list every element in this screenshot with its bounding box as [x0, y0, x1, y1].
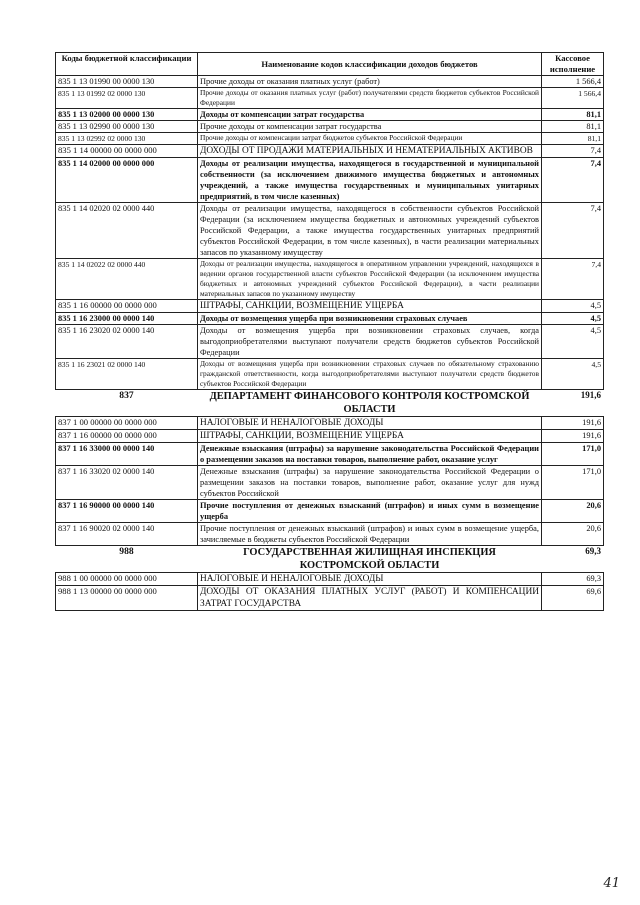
table-row: [56, 313, 604, 325]
row-name: НАЛОГОВЫЕ И НЕНАЛОГОВЫЕ ДОХОДЫ: [198, 417, 542, 430]
row-value: 1 566,4: [542, 76, 604, 88]
table-row: [56, 76, 604, 88]
row-code: 988 1 13 00000 00 0000 000: [56, 586, 198, 611]
department-row: [56, 390, 604, 417]
row-value: 4,5: [542, 313, 604, 325]
row-code: 835 1 13 02992 02 0000 130: [56, 133, 198, 145]
row-value: 7,4: [542, 158, 604, 203]
row-code: 837 1 16 33020 02 0000 140: [56, 466, 198, 500]
row-name: Доходы от возмещения ущерба при возникновении страховых случаев, когда выгодоприобретателями выступают получатели средств бюджетов субъектов Российской Федерации: [198, 325, 542, 359]
row-name: Доходы от реализации имущества, находящегося в оперативном управлении учреждений, находящихся в ведении органов государственной власти субъектов Российской Федерации (за исключением имущества бюджетных и автономных учреждений субъектов Российской Федерации), в части реализации материальных запасов по указанному имуществу: [198, 259, 542, 300]
table-row: [56, 158, 604, 203]
row-name: Прочие доходы от компенсации затрат бюджетов субъектов Российской Федерации: [198, 133, 542, 145]
row-value: 191,6: [542, 390, 604, 417]
table-row: [56, 443, 604, 466]
row-value: 7,4: [542, 145, 604, 158]
row-name: ШТРАФЫ, САНКЦИИ, ВОЗМЕЩЕНИЕ УЩЕРБА: [198, 430, 542, 443]
row-code: 835 1 16 23000 00 0000 140: [56, 313, 198, 325]
budget-income-table: [55, 52, 604, 611]
row-name: Денежные взыскания (штрафы) за нарушение законодательства Российской Федерации о размещении заказов на поставки товаров, выполнение работ, оказание услуг для нужд субъектов Российской: [198, 466, 542, 500]
row-value: 20,6: [542, 500, 604, 523]
table-row: [56, 259, 604, 300]
row-name: ДОХОДЫ ОТ ПРОДАЖИ МАТЕРИАЛЬНЫХ И НЕМАТЕРИАЛЬНЫХ АКТИВОВ: [198, 145, 542, 158]
row-name: Доходы от возмещения ущерба при возникновении страховых случаев: [198, 313, 542, 325]
row-value: 191,6: [542, 417, 604, 430]
row-code: 835 1 16 23020 02 0000 140: [56, 325, 198, 359]
row-value: 171,0: [542, 443, 604, 466]
row-code: 835 1 16 00000 00 0000 000: [56, 300, 198, 313]
row-name: ГОСУДАРСТВЕННАЯ ЖИЛИЩНАЯ ИНСПЕКЦИЯ КОСТРОМСКОЙ ОБЛАСТИ: [198, 546, 542, 573]
row-name: Прочие доходы от оказания платных услуг (работ) получателями средств бюджетов субъектов Российской Федерации: [198, 88, 542, 109]
row-name: НАЛОГОВЫЕ И НЕНАЛОГОВЫЕ ДОХОДЫ: [198, 573, 542, 586]
row-name: Денежные взыскания (штрафы) за нарушение законодательства Российской Федерации о размещении заказов на поставки товаров, выполнение работ, оказание услуг: [198, 443, 542, 466]
row-value: 81,1: [542, 121, 604, 133]
table-row: [56, 133, 604, 145]
table-row: [56, 325, 604, 359]
table-row: [56, 466, 604, 500]
row-value: 69,3: [542, 546, 604, 573]
row-value: 171,0: [542, 466, 604, 500]
row-name: ШТРАФЫ, САНКЦИИ, ВОЗМЕЩЕНИЕ УЩЕРБА: [198, 300, 542, 313]
row-code: 837 1 16 33000 00 0000 140: [56, 443, 198, 466]
row-code: 837 1 00 00000 00 0000 000: [56, 417, 198, 430]
row-code: 835 1 13 01992 02 0000 130: [56, 88, 198, 109]
row-code: 835 1 13 02000 00 0000 130: [56, 109, 198, 121]
row-code: 835 1 14 02020 02 0000 440: [56, 203, 198, 259]
row-code: 988 1 00 00000 00 0000 000: [56, 573, 198, 586]
budget-table-container: [55, 52, 603, 611]
header-value: Кассовое исполнение: [542, 53, 604, 76]
header-name: Наименование кодов классификации доходов бюджетов: [198, 53, 542, 76]
row-name: Прочие доходы от компенсации затрат государства: [198, 121, 542, 133]
row-value: 4,5: [542, 325, 604, 359]
row-value: 69,3: [542, 573, 604, 586]
row-name: Доходы от реализации имущества, находящегося в государственной и муниципальной собственности (за исключением движимого имущества бюджетных и автономных учреждений, а также имущества государственных и муниципальных унитарных предприятий, в том числе казенных): [198, 158, 542, 203]
table-row: [56, 109, 604, 121]
table-row: [56, 359, 604, 390]
row-value: 7,4: [542, 203, 604, 259]
row-code: 837: [56, 390, 198, 417]
row-code: 835 1 14 00000 00 0000 000: [56, 145, 198, 158]
table-row: [56, 88, 604, 109]
table-row: [56, 573, 604, 586]
table-row: [56, 203, 604, 259]
row-value: 7,4: [542, 259, 604, 300]
table-row: [56, 417, 604, 430]
page-number: 41: [603, 876, 620, 891]
row-name: Прочие доходы от оказания платных услуг (работ): [198, 76, 542, 88]
row-code: 835 1 13 02990 00 0000 130: [56, 121, 198, 133]
row-code: 835 1 13 01990 00 0000 130: [56, 76, 198, 88]
row-value: 81,1: [542, 133, 604, 145]
table-row: [56, 523, 604, 546]
row-code: 835 1 14 02000 00 0000 000: [56, 158, 198, 203]
row-name: ДОХОДЫ ОТ ОКАЗАНИЯ ПЛАТНЫХ УСЛУГ (РАБОТ) И КОМПЕНСАЦИИ ЗАТРАТ ГОСУДАРСТВА: [198, 586, 542, 611]
table-row: [56, 300, 604, 313]
header-code: Коды бюджетной классификации: [56, 53, 198, 76]
row-name: Доходы от компенсации затрат государства: [198, 109, 542, 121]
table-header-row: [56, 53, 604, 76]
row-code: 837 1 16 90000 00 0000 140: [56, 500, 198, 523]
department-row: [56, 546, 604, 573]
row-name: Прочие поступления от денежных взысканий (штрафов) и иных сумм в возмещение ущерба: [198, 500, 542, 523]
table-row: [56, 500, 604, 523]
row-value: 4,5: [542, 300, 604, 313]
row-code: 988: [56, 546, 198, 573]
table-row: [56, 121, 604, 133]
row-name: Доходы от возмещения ущерба при возникновении страховых случаев по обязательному страхованию гражданской ответственности, когда выгодоприобретателями выступают получатели средств бюджетов субъектов Российской Федерации: [198, 359, 542, 390]
row-value: 191,6: [542, 430, 604, 443]
table-body: [56, 76, 604, 611]
row-value: 4,5: [542, 359, 604, 390]
row-name: Доходы от реализации имущества, находящегося в собственности субъектов Российской Федерации (за исключением имущества бюджетных и автономных учреждений субъектов Российской Федерации, а также имущества государственных унитарных предприятий субъектов Российской Федерации, в том числе казенных), в части реализации материальных запасов по указанному имуществу: [198, 203, 542, 259]
row-code: 835 1 14 02022 02 0000 440: [56, 259, 198, 300]
row-code: 837 1 16 00000 00 0000 000: [56, 430, 198, 443]
row-value: 1 566,4: [542, 88, 604, 109]
table-row: [56, 586, 604, 611]
row-value: 69,6: [542, 586, 604, 611]
table-row: [56, 145, 604, 158]
row-name: Прочие поступления от денежных взысканий (штрафов) и иных сумм в возмещение ущерба, зачисляемые в бюджеты субъектов Российской Федерации: [198, 523, 542, 546]
row-value: 81,1: [542, 109, 604, 121]
row-code: 835 1 16 23021 02 0000 140: [56, 359, 198, 390]
row-name: ДЕПАРТАМЕНТ ФИНАНСОВОГО КОНТРОЛЯ КОСТРОМСКОЙ ОБЛАСТИ: [198, 390, 542, 417]
table-row: [56, 430, 604, 443]
row-code: 837 1 16 90020 02 0000 140: [56, 523, 198, 546]
row-value: 20,6: [542, 523, 604, 546]
